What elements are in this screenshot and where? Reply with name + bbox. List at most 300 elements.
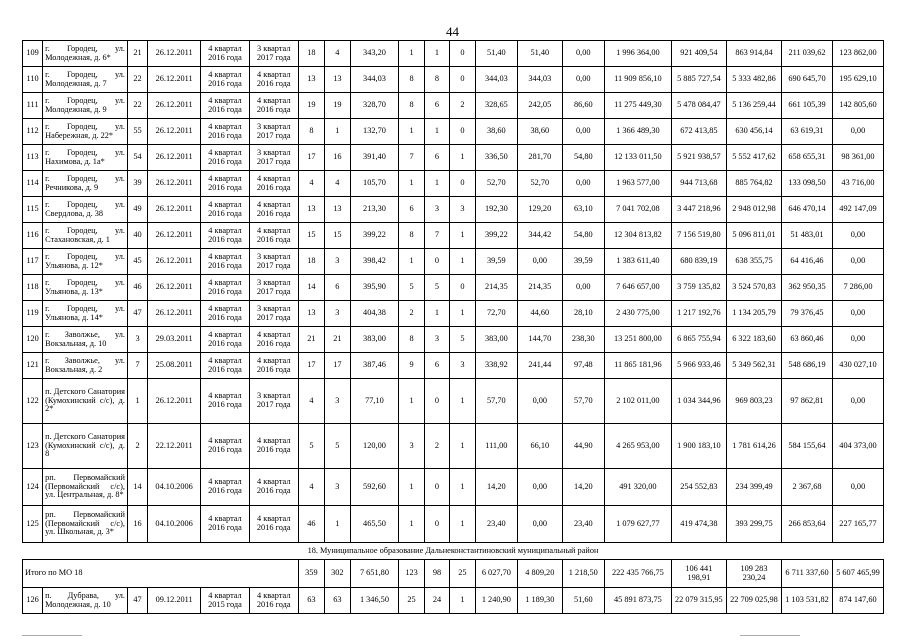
cell-c6: 7: [424, 223, 449, 249]
cell-p1: 4 квартал 2016 года: [201, 197, 250, 223]
cell-c9: 214,35: [518, 275, 563, 301]
cell-c13: 234 399,49: [726, 469, 781, 506]
cell-c4: 344,03: [350, 67, 399, 93]
cell-c10: 0,00: [562, 171, 604, 197]
cell-c11: 1 366 489,30: [605, 119, 672, 145]
cell-c11: 11 909 856,10: [605, 67, 672, 93]
cell-addr: г. Городец, ул. Речникова, д. 9: [43, 171, 128, 197]
cell-addr: г. Городец, ул. Ульянова, д. 14*: [43, 301, 128, 327]
cell-c1: 1: [127, 379, 147, 424]
cell-c2: 13: [298, 197, 325, 223]
cell-date: 26.12.2011: [148, 119, 201, 145]
cell-c14: 51 483,01: [782, 223, 833, 249]
cell-c11: 12 133 011,50: [605, 145, 672, 171]
cell-c10: 63,10: [562, 197, 604, 223]
total-c3: 302: [325, 560, 350, 588]
cell-c1: 45: [127, 249, 147, 275]
cell-addr: п. Детского Санатория (Кумохинский с/с), д. 2*: [43, 379, 128, 424]
cell-p2: 3 квартал 2017 года: [249, 301, 298, 327]
total-c9: 4 809,20: [518, 560, 563, 588]
cell-p1: 4 квартал 2016 года: [201, 223, 250, 249]
cell-date: 26.12.2011: [148, 145, 201, 171]
cell-c13: 630 456,14: [726, 119, 781, 145]
cell-c8: 1 240,90: [475, 588, 517, 614]
cell-p2: 4 квартал 2016 года: [249, 469, 298, 506]
cell-c7: 1: [450, 469, 475, 506]
cell-c5: 8: [399, 67, 424, 93]
cell-c9: 242,05: [518, 93, 563, 119]
table-row: [23, 223, 884, 249]
cell-n: 119: [23, 301, 43, 327]
cell-c8: 39,59: [475, 249, 517, 275]
cell-n: 115: [23, 197, 43, 223]
cell-c6: 3: [424, 197, 449, 223]
cell-c11: 11 865 181,96: [605, 353, 672, 379]
cell-c8: 399,22: [475, 223, 517, 249]
cell-c14: 658 655,31: [782, 145, 833, 171]
cell-c10: 51,60: [562, 588, 604, 614]
cell-date: 26.12.2011: [148, 249, 201, 275]
cell-c9: 38,60: [518, 119, 563, 145]
cell-p2: 4 квартал 2016 года: [249, 171, 298, 197]
cell-c12: 5 478 084,47: [671, 93, 726, 119]
cell-addr: п. Дубрава, ул. Молодежная, д. 10: [43, 588, 128, 614]
cell-c2: 4: [298, 469, 325, 506]
cell-c15: 0,00: [832, 119, 883, 145]
cell-c1: 16: [127, 506, 147, 543]
cell-p1: 4 квартал 2016 года: [201, 275, 250, 301]
cell-c11: 1 079 627,77: [605, 506, 672, 543]
cell-c8: 328,65: [475, 93, 517, 119]
cell-date: 04.10.2006: [148, 506, 201, 543]
cell-c8: 344,03: [475, 67, 517, 93]
total-c5: 123: [399, 560, 424, 588]
cell-p2: 4 квартал 2016 года: [249, 223, 298, 249]
cell-p1: 4 квартал 2016 года: [201, 327, 250, 353]
table-row: [23, 327, 884, 353]
cell-c13: 3 524 570,83: [726, 275, 781, 301]
cell-c11: 1 383 611,40: [605, 249, 672, 275]
cell-c15: 874 147,60: [832, 588, 883, 614]
page-number: 44: [446, 24, 459, 39]
cell-c9: 66,10: [518, 424, 563, 469]
cell-n: 122: [23, 379, 43, 424]
cell-c5: 1: [399, 119, 424, 145]
cell-c15: 0,00: [832, 469, 883, 506]
cell-c15: 0,00: [832, 379, 883, 424]
cell-c11: 7 646 657,00: [605, 275, 672, 301]
cell-date: 26.12.2011: [148, 41, 201, 67]
cell-n: 126: [23, 588, 43, 614]
cell-c12: 6 865 755,94: [671, 327, 726, 353]
table-row: [23, 424, 884, 469]
cell-c3: 3: [325, 249, 350, 275]
cell-c2: 17: [298, 353, 325, 379]
cell-c10: 238,30: [562, 327, 604, 353]
cell-date: 26.12.2011: [148, 379, 201, 424]
cell-c11: 491 320,00: [605, 469, 672, 506]
cell-c2: 19: [298, 93, 325, 119]
cell-c8: 336,50: [475, 145, 517, 171]
cell-p1: 4 квартал 2016 года: [201, 67, 250, 93]
cell-c15: 98 361,00: [832, 145, 883, 171]
cell-date: 26.12.2011: [148, 223, 201, 249]
cell-addr: г. Городец, ул. Ульянова, д. 13*: [43, 275, 128, 301]
cell-c10: 57,70: [562, 379, 604, 424]
cell-n: 118: [23, 275, 43, 301]
bottom-line-left: [22, 635, 82, 636]
cell-c14: 266 853,64: [782, 506, 833, 543]
total-c2: 359: [298, 560, 325, 588]
cell-p1: 4 квартал 2016 года: [201, 249, 250, 275]
cell-c5: 3: [399, 424, 424, 469]
cell-date: 26.12.2011: [148, 301, 201, 327]
cell-date: 26.12.2011: [148, 171, 201, 197]
cell-p2: 3 квартал 2017 года: [249, 249, 298, 275]
cell-c4: 465,50: [350, 506, 399, 543]
cell-c6: 2: [424, 424, 449, 469]
cell-c5: 6: [399, 197, 424, 223]
cell-p2: 3 квартал 2017 года: [249, 379, 298, 424]
total-c10: 1 218,50: [562, 560, 604, 588]
bottom-line-right: [740, 635, 800, 636]
cell-c14: 63 860,46: [782, 327, 833, 353]
cell-n: 121: [23, 353, 43, 379]
cell-c6: 0: [424, 469, 449, 506]
cell-c12: 672 413,85: [671, 119, 726, 145]
cell-c13: 863 914,84: [726, 41, 781, 67]
cell-n: 123: [23, 424, 43, 469]
cell-c8: 72,70: [475, 301, 517, 327]
cell-c2: 18: [298, 41, 325, 67]
cell-c12: 1 217 192,76: [671, 301, 726, 327]
cell-c10: 86,60: [562, 93, 604, 119]
cell-c11: 4 265 953,00: [605, 424, 672, 469]
rows-group-c: [23, 588, 884, 614]
cell-n: 120: [23, 327, 43, 353]
cell-c1: 22: [127, 93, 147, 119]
cell-c10: 54,80: [562, 145, 604, 171]
cell-c12: 419 474,38: [671, 506, 726, 543]
cell-c13: 1 134 205,79: [726, 301, 781, 327]
cell-c7: 1: [450, 301, 475, 327]
cell-n: 109: [23, 41, 43, 67]
cell-c9: 344,03: [518, 67, 563, 93]
cell-p2: 4 квартал 2016 года: [249, 588, 298, 614]
cell-c7: 1: [450, 588, 475, 614]
cell-c1: 47: [127, 588, 147, 614]
table-row: [23, 119, 884, 145]
cell-p1: 4 квартал 2016 года: [201, 93, 250, 119]
cell-p2: 3 квартал 2017 года: [249, 275, 298, 301]
cell-c11: 11 275 449,30: [605, 93, 672, 119]
cell-c11: 12 304 813,82: [605, 223, 672, 249]
cell-c15: 492 147,09: [832, 197, 883, 223]
cell-c7: 0: [450, 171, 475, 197]
cell-c15: 0,00: [832, 223, 883, 249]
cell-c11: 2 430 775,00: [605, 301, 672, 327]
cell-n: 112: [23, 119, 43, 145]
table-row: [23, 353, 884, 379]
cell-c2: 5: [298, 424, 325, 469]
cell-p2: 3 квартал 2017 года: [249, 41, 298, 67]
cell-c14: 661 105,39: [782, 93, 833, 119]
cell-addr: г. Городец, ул. Нахимова, д. 1а*: [43, 145, 128, 171]
cell-c7: 0: [450, 41, 475, 67]
cell-c9: 44,60: [518, 301, 563, 327]
cell-c12: 1 900 183,10: [671, 424, 726, 469]
cell-c14: 1 103 531,82: [782, 588, 833, 614]
cell-n: 125: [23, 506, 43, 543]
total-c8: 6 027,70: [475, 560, 517, 588]
table-row: [23, 506, 884, 543]
cell-c1: 3: [127, 327, 147, 353]
cell-addr: г. Заволжье, ул. Вокзальная, д. 10: [43, 327, 128, 353]
cell-c2: 63: [298, 588, 325, 614]
cell-c8: 383,00: [475, 327, 517, 353]
cell-c13: 5 333 482,86: [726, 67, 781, 93]
cell-c1: 55: [127, 119, 147, 145]
cell-c3: 6: [325, 275, 350, 301]
table-row: [23, 67, 884, 93]
cell-p1: 4 квартал 2016 года: [201, 171, 250, 197]
cell-n: 111: [23, 93, 43, 119]
cell-c6: 1: [424, 171, 449, 197]
cell-c12: 7 156 519,80: [671, 223, 726, 249]
cell-c14: 690 645,70: [782, 67, 833, 93]
cell-addr: г. Городец, ул. Молодежная, д. 7: [43, 67, 128, 93]
cell-c14: 63 619,31: [782, 119, 833, 145]
cell-c6: 1: [424, 301, 449, 327]
cell-p2: 3 квартал 2017 года: [249, 119, 298, 145]
cell-date: 22.12.2011: [148, 424, 201, 469]
cell-addr: г. Городец, ул. Молодежная, д. 9: [43, 93, 128, 119]
cell-addr: г. Городец, ул. Свердлова, д. 38: [43, 197, 128, 223]
cell-c4: 592,60: [350, 469, 399, 506]
table-row: [23, 588, 884, 614]
cell-c10: 0,00: [562, 67, 604, 93]
cell-c11: 2 102 011,00: [605, 379, 672, 424]
cell-c5: 7: [399, 145, 424, 171]
table-row: [23, 469, 884, 506]
cell-c3: 1: [325, 119, 350, 145]
cell-date: 26.12.2011: [148, 67, 201, 93]
cell-addr: рп. Первомайский (Первомайский с/с), ул. Школьная, д. 3*: [43, 506, 128, 543]
cell-c2: 21: [298, 327, 325, 353]
housing-table: [22, 40, 884, 614]
cell-c4: 120,00: [350, 424, 399, 469]
table-row: [23, 41, 884, 67]
cell-c2: 46: [298, 506, 325, 543]
cell-date: 26.12.2011: [148, 93, 201, 119]
cell-c8: 214,35: [475, 275, 517, 301]
cell-c15: 0,00: [832, 327, 883, 353]
cell-c5: 9: [399, 353, 424, 379]
cell-c15: 123 862,00: [832, 41, 883, 67]
cell-c12: 1 034 344,96: [671, 379, 726, 424]
cell-c14: 362 950,35: [782, 275, 833, 301]
cell-p1: 4 квартал 2016 года: [201, 41, 250, 67]
cell-c5: 1: [399, 249, 424, 275]
cell-c7: 1: [450, 379, 475, 424]
cell-c6: 24: [424, 588, 449, 614]
cell-c13: 638 355,75: [726, 249, 781, 275]
cell-c15: 227 165,77: [832, 506, 883, 543]
cell-p2: 3 квартал 2017 года: [249, 145, 298, 171]
cell-c15: 142 805,60: [832, 93, 883, 119]
cell-p2: 4 квартал 2016 года: [249, 67, 298, 93]
cell-c4: 383,00: [350, 327, 399, 353]
cell-c7: 1: [450, 223, 475, 249]
cell-c6: 1: [424, 41, 449, 67]
cell-c3: 3: [325, 301, 350, 327]
cell-c2: 13: [298, 67, 325, 93]
cell-c2: 4: [298, 379, 325, 424]
cell-c15: 404 373,00: [832, 424, 883, 469]
cell-p2: 4 квартал 2016 года: [249, 424, 298, 469]
cell-c2: 8: [298, 119, 325, 145]
cell-c7: 2: [450, 93, 475, 119]
cell-c10: 0,00: [562, 275, 604, 301]
cell-n: 117: [23, 249, 43, 275]
cell-c5: 1: [399, 469, 424, 506]
cell-p2: 4 квартал 2016 года: [249, 93, 298, 119]
cell-c5: 1: [399, 171, 424, 197]
cell-c5: 1: [399, 379, 424, 424]
cell-p1: 4 квартал 2016 года: [201, 424, 250, 469]
cell-n: 114: [23, 171, 43, 197]
cell-c3: 4: [325, 171, 350, 197]
cell-c4: 404,38: [350, 301, 399, 327]
cell-c15: 0,00: [832, 249, 883, 275]
cell-c14: 584 155,64: [782, 424, 833, 469]
cell-c8: 14,20: [475, 469, 517, 506]
cell-c2: 15: [298, 223, 325, 249]
section-row: [23, 543, 884, 560]
cell-c13: 5 552 417,62: [726, 145, 781, 171]
cell-c4: 399,22: [350, 223, 399, 249]
cell-c10: 23,40: [562, 506, 604, 543]
cell-c4: 132,70: [350, 119, 399, 145]
cell-p2: 4 квартал 2016 года: [249, 327, 298, 353]
cell-c13: 393 299,75: [726, 506, 781, 543]
cell-c13: 1 781 614,26: [726, 424, 781, 469]
cell-addr: г. Заволжье, ул. Вокзальная, д. 2: [43, 353, 128, 379]
cell-c11: 1 996 364,00: [605, 41, 672, 67]
total-c15: 5 607 465,99: [832, 560, 883, 588]
cell-c12: 5 966 933,46: [671, 353, 726, 379]
cell-c5: 8: [399, 93, 424, 119]
cell-c12: 5 885 727,54: [671, 67, 726, 93]
cell-c10: 0,00: [562, 119, 604, 145]
total-c13: 109 283 230,24: [726, 560, 781, 588]
cell-c7: 1: [450, 424, 475, 469]
cell-p1: 4 квартал 2016 года: [201, 469, 250, 506]
table-row: [23, 197, 884, 223]
total-c12: 106 441 198,91: [671, 560, 726, 588]
cell-n: 116: [23, 223, 43, 249]
table-row: [23, 171, 884, 197]
cell-c4: 77,10: [350, 379, 399, 424]
cell-c6: 3: [424, 327, 449, 353]
cell-c1: 7: [127, 353, 147, 379]
cell-c1: 47: [127, 301, 147, 327]
section-title: 18. Муниципальное образование Дальнеконстантиновский муниципальный район: [23, 543, 884, 560]
total-c7: 25: [450, 560, 475, 588]
cell-c1: 21: [127, 41, 147, 67]
cell-c14: 211 039,62: [782, 41, 833, 67]
cell-c9: 51,40: [518, 41, 563, 67]
cell-c13: 969 803,23: [726, 379, 781, 424]
cell-c6: 6: [424, 145, 449, 171]
cell-c12: 3 447 218,96: [671, 197, 726, 223]
cell-c11: 1 963 577,00: [605, 171, 672, 197]
total-c4: 7 651,80: [350, 560, 399, 588]
cell-c6: 1: [424, 119, 449, 145]
cell-c3: 4: [325, 41, 350, 67]
cell-c1: 54: [127, 145, 147, 171]
cell-c12: 254 552,83: [671, 469, 726, 506]
cell-c4: 105,70: [350, 171, 399, 197]
cell-c6: 0: [424, 506, 449, 543]
cell-c5: 1: [399, 506, 424, 543]
cell-c9: 129,20: [518, 197, 563, 223]
cell-c6: 0: [424, 379, 449, 424]
cell-c5: 5: [399, 275, 424, 301]
cell-c9: 0,00: [518, 379, 563, 424]
cell-c3: 15: [325, 223, 350, 249]
cell-addr: п. Детского Санатория (Кумохинский с/с), д. 8: [43, 424, 128, 469]
cell-c14: 97 862,81: [782, 379, 833, 424]
cell-c3: 1: [325, 506, 350, 543]
cell-c9: 0,00: [518, 249, 563, 275]
cell-c1: 40: [127, 223, 147, 249]
table-row: [23, 301, 884, 327]
total-c11: 222 435 766,75: [605, 560, 672, 588]
cell-c9: 52,70: [518, 171, 563, 197]
cell-c10: 54,80: [562, 223, 604, 249]
cell-c9: 0,00: [518, 506, 563, 543]
cell-c1: 2: [127, 424, 147, 469]
total-label: Итого по МО 18: [23, 560, 299, 588]
cell-addr: г. Городец, ул. Стахановская, д. 1: [43, 223, 128, 249]
cell-date: 29.03.2011: [148, 327, 201, 353]
cell-p2: 4 квартал 2016 года: [249, 197, 298, 223]
cell-c8: 52,70: [475, 171, 517, 197]
cell-c11: 45 891 873,75: [605, 588, 672, 614]
cell-c4: 387,46: [350, 353, 399, 379]
cell-date: 26.12.2011: [148, 197, 201, 223]
cell-c15: 43 716,00: [832, 171, 883, 197]
cell-p2: 4 квартал 2016 года: [249, 353, 298, 379]
cell-c13: 22 709 025,98: [726, 588, 781, 614]
cell-c7: 3: [450, 197, 475, 223]
cell-c4: 395,90: [350, 275, 399, 301]
cell-c8: 57,70: [475, 379, 517, 424]
cell-c4: 328,70: [350, 93, 399, 119]
table-row: [23, 145, 884, 171]
cell-c8: 38,60: [475, 119, 517, 145]
cell-c12: 680 839,19: [671, 249, 726, 275]
cell-c2: 13: [298, 301, 325, 327]
cell-p1: 4 квартал 2016 года: [201, 301, 250, 327]
cell-c7: 0: [450, 119, 475, 145]
cell-c9: 1 189,30: [518, 588, 563, 614]
total-c14: 6 711 337,60: [782, 560, 833, 588]
cell-date: 26.12.2011: [148, 275, 201, 301]
cell-c4: 213,30: [350, 197, 399, 223]
cell-c7: 3: [450, 353, 475, 379]
